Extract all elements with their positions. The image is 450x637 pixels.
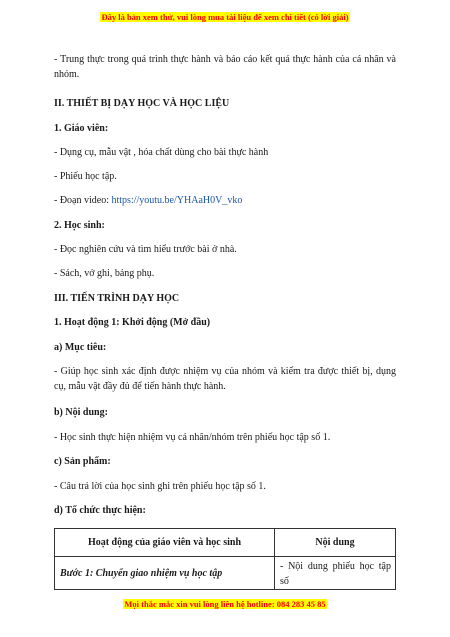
table-cell: - Nội dung phiếu học tập số	[275, 557, 396, 590]
teacher-item-2: - Phiếu học tập.	[54, 171, 117, 182]
intro-paragraph: - Trung thực trong quá trình thực hành và báo cáo kết quả thực hành của cá nhân và nhóm.	[54, 54, 396, 80]
student-item-1: - Đọc nghiên cứu và tìm hiểu trước bài ở nhà.	[54, 244, 237, 255]
table-header-row	[55, 529, 396, 557]
goal-heading: a) Mục tiêu:	[54, 342, 107, 353]
preview-banner	[0, 12, 450, 22]
student-item-2: - Sách, vở ghi, bảng phụ.	[54, 268, 155, 279]
product-heading: c) Sản phẩm:	[54, 456, 111, 467]
content-heading: b) Nội dung:	[54, 407, 108, 418]
table-header-cell: Nội dung	[275, 529, 396, 557]
hotline-banner	[0, 599, 450, 609]
section-2-heading: II. THIẾT BỊ DẠY HỌC VÀ HỌC LIỆU	[54, 98, 230, 109]
teacher-heading: 1. Giáo viên:	[54, 123, 109, 134]
content-text: - Học sinh thực hiện nhiệm vụ cá nhân/nhóm trên phiếu học tập số 1.	[54, 432, 331, 443]
organization-heading: d) Tổ chức thực hiện:	[54, 505, 146, 516]
table-row	[55, 557, 396, 590]
table-cell: Bước 1: Chuyển giao nhiệm vụ học tập	[55, 557, 275, 590]
hotline-banner-text: Mọi thắc mắc xin vui lòng liên hệ hotline: 084 283 45 85	[124, 599, 326, 609]
video-link[interactable]: https://youtu.be/YHAaH0V_vko	[111, 195, 243, 206]
table-header-cell: Hoạt động của giáo viên và học sinh	[55, 529, 275, 557]
teacher-item-1: - Dụng cụ, mẫu vật , hóa chất dùng cho bài thực hành	[54, 147, 269, 158]
video-prefix: - Đoạn video:	[54, 195, 112, 206]
product-text: - Câu trả lời của học sinh ghi trên phiếu học tập số 1.	[54, 481, 266, 492]
goal-text: - Giúp học sinh xác định được nhiệm vụ của nhóm và kiểm tra được thiết bị, dụng cụ, mẫu vật đầy đủ để tiến hành thực hành.	[54, 366, 396, 392]
student-heading: 2. Học sinh:	[54, 220, 105, 231]
preview-banner-text: Đây là bản xem thử, vui lòng mua tài liệu để xem chi tiết (có lời giải)	[101, 12, 349, 22]
section-3-heading: III. TIẾN TRÌNH DẠY HỌC	[54, 293, 180, 304]
video-line	[54, 193, 396, 208]
activity-table	[54, 528, 396, 590]
activity-1-heading: 1. Hoạt động 1: Khởi động (Mở đầu)	[54, 317, 211, 328]
